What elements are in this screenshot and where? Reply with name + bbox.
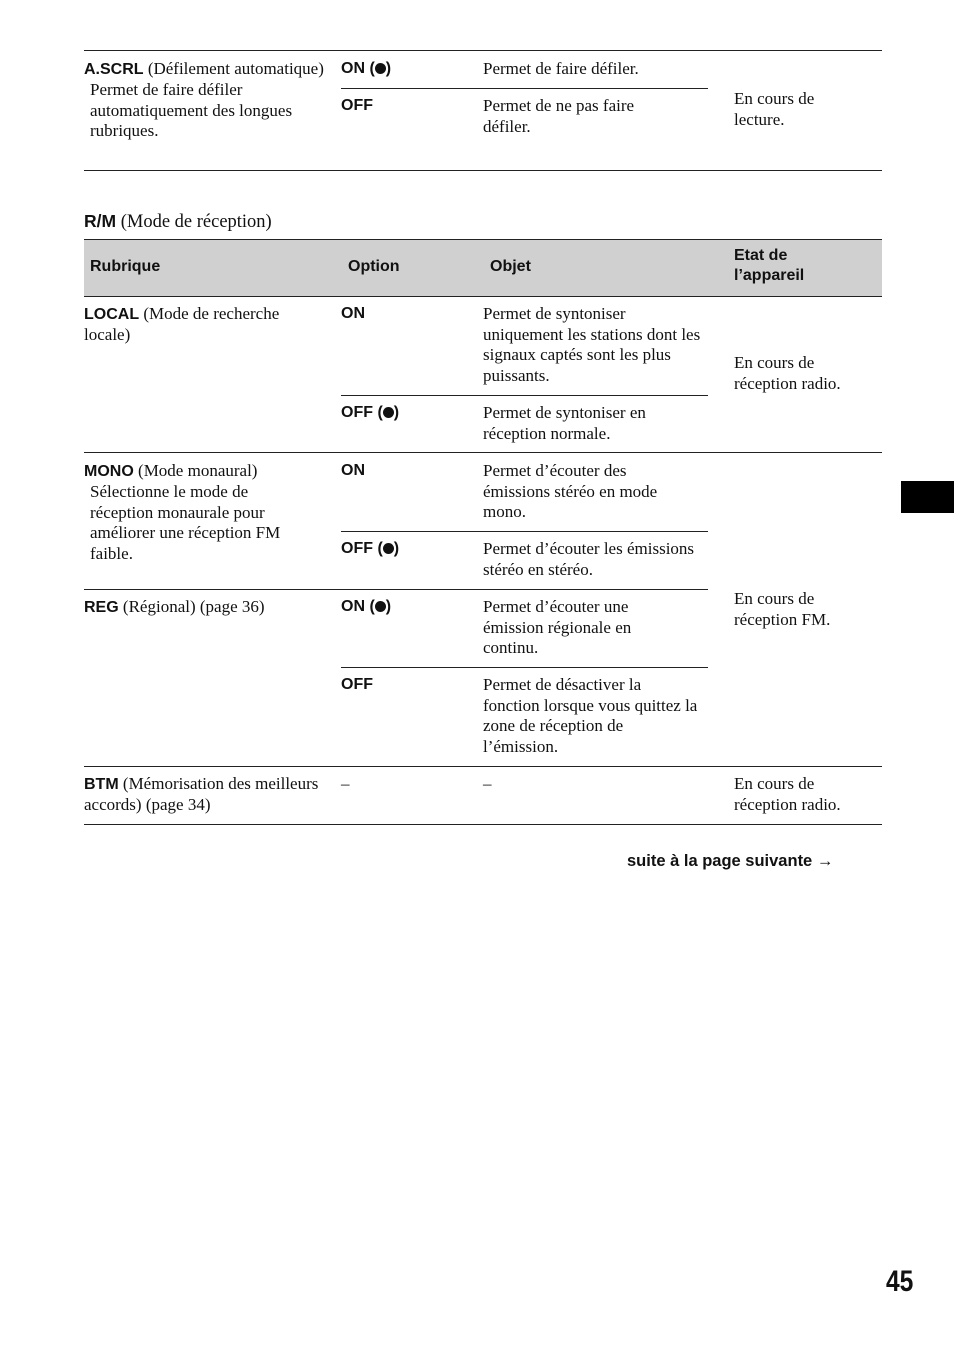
default-setting-icon bbox=[375, 601, 386, 612]
local-option-off: OFF ( ) bbox=[341, 404, 400, 421]
local-item-desc: (Mode de recherche locale) bbox=[84, 304, 280, 344]
ascrl-item-desc: (Défilement automatique) bbox=[147, 59, 324, 78]
local-item-cell bbox=[84, 304, 329, 346]
local-item-label: LOCAL bbox=[84, 306, 140, 323]
rm-heading bbox=[84, 211, 272, 233]
ascrl-item-label: A.SCRL bbox=[84, 61, 144, 78]
rm-heading-label: R/M bbox=[84, 211, 117, 231]
local-state: En cours de réception radio. bbox=[734, 353, 841, 393]
table2-bottom-rule bbox=[84, 824, 882, 825]
ascrl-option-off: OFF bbox=[341, 97, 373, 114]
ascrl-state: En cours de lecture. bbox=[734, 89, 815, 129]
header-etat: Etat de l’appareil bbox=[734, 247, 805, 284]
default-setting-icon bbox=[383, 543, 394, 554]
btm-item-cell bbox=[84, 774, 329, 816]
continue-next-page: suite à la page suivante → bbox=[627, 852, 834, 870]
ascrl-item-cell bbox=[84, 59, 329, 142]
btm-item-desc: (Mémorisation des meilleurs accords) (page 34) bbox=[84, 774, 319, 814]
header-rubrique: Rubrique bbox=[90, 258, 161, 275]
mono-on-desc: Permet d’écouter des émissions stéréo en mode mono. bbox=[483, 461, 658, 521]
table1-top-rule bbox=[84, 50, 882, 51]
mono-item-desc: (Mode monaural) bbox=[138, 461, 258, 480]
header-option: Option bbox=[348, 258, 400, 275]
reg-item-cell bbox=[84, 597, 329, 618]
btm-state: En cours de réception radio. bbox=[734, 774, 841, 814]
local-off-desc: Permet de syntoniser en réception normale. bbox=[483, 403, 646, 443]
mono-option-divider bbox=[341, 531, 708, 532]
reg-off-desc: Permet de désactiver la fonction lorsque vous quittez la zone de réception de l’émission. bbox=[483, 675, 698, 756]
btm-option: – bbox=[341, 774, 350, 793]
mono-bottom-rule bbox=[84, 589, 708, 590]
table1-bottom-rule bbox=[84, 170, 882, 171]
btm-object: – bbox=[483, 774, 492, 793]
rm-heading-desc: (Mode de réception) bbox=[120, 212, 272, 232]
fm-state: En cours de réception FM. bbox=[734, 589, 831, 629]
ascrl-off-desc: Permet de ne pas faire défiler. bbox=[483, 96, 635, 136]
mono-item-label: MONO bbox=[84, 463, 134, 480]
reg-option-off: OFF bbox=[341, 676, 373, 693]
default-setting-icon bbox=[383, 407, 394, 418]
section-tab-marker bbox=[901, 481, 954, 513]
local-option-divider bbox=[341, 395, 708, 396]
local-bottom-rule bbox=[84, 452, 882, 453]
local-on-desc: Permet de syntoniser uniquement les stations dont les signaux captés sont les plus puissants. bbox=[483, 304, 701, 385]
mono-option-off: OFF ( ) bbox=[341, 540, 400, 557]
local-option-on: ON bbox=[341, 305, 365, 322]
reg-item-label: REG bbox=[84, 599, 119, 616]
table2-top-rule bbox=[84, 239, 882, 240]
reg-option-on: ON ( ) bbox=[341, 598, 392, 615]
page-number: 45 bbox=[886, 1265, 914, 1298]
ascrl-option-on: ON ( ) bbox=[341, 60, 392, 77]
reg-item-desc: (Régional) (page 36) bbox=[122, 597, 265, 616]
ascrl-on-desc: Permet de faire défiler. bbox=[483, 59, 639, 78]
header-objet: Objet bbox=[490, 258, 531, 275]
default-setting-icon bbox=[375, 63, 386, 74]
ascrl-option-divider bbox=[341, 88, 708, 89]
mono-item-cell bbox=[84, 461, 329, 564]
mono-item-note: Sélectionne le mode de réception monaurale pour améliorer une réception FM faible. bbox=[90, 482, 281, 563]
btm-item-label: BTM bbox=[84, 776, 119, 793]
reg-option-divider bbox=[341, 667, 708, 668]
reg-on-desc: Permet d’écouter une émission régionale en continu. bbox=[483, 597, 632, 657]
mono-option-on: ON bbox=[341, 462, 365, 479]
table2-header-rule bbox=[84, 296, 882, 297]
mono-off-desc: Permet d’écouter les émissions stéréo en stéréo. bbox=[483, 539, 695, 579]
ascrl-item-note: Permet de faire défiler automatiquement des longues rubriques. bbox=[90, 80, 293, 140]
reg-bottom-rule bbox=[84, 766, 882, 767]
